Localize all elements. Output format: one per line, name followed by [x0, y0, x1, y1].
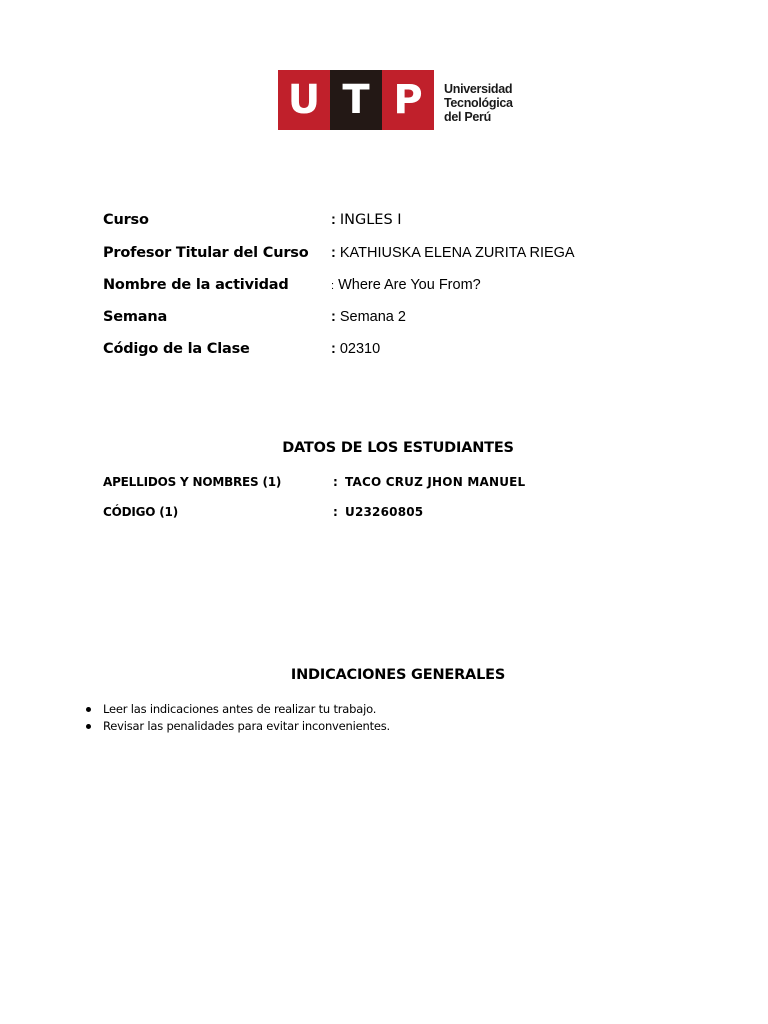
semana-value-wrap: [331, 309, 406, 325]
actividad-value-wrap: [331, 277, 481, 293]
semana-colon: :: [331, 309, 336, 325]
student-codigo-value: U23260805: [345, 505, 424, 519]
indicacion-text-1: Leer las indicaciones antes de realizar tu trabajo.: [103, 702, 377, 716]
codigo-clase-value-wrap: [331, 341, 380, 357]
semana-value: Semana 2: [339, 309, 406, 325]
info-row-codigo-clase: [103, 341, 663, 363]
profesor-label: Profesor Titular del Curso: [103, 245, 309, 261]
semana-label: Semana: [103, 309, 168, 325]
student-codigo-label: CÓDIGO (1): [103, 505, 178, 519]
codigo-clase-label: Código de la Clase: [103, 341, 250, 357]
logo-letter-u: U: [278, 70, 330, 130]
student-row-nombres: [103, 475, 663, 493]
info-row-semana: [103, 309, 663, 331]
info-row-actividad: [103, 277, 663, 299]
codigo-clase-colon: :: [331, 341, 336, 357]
curso-value: INGLES I: [339, 212, 402, 228]
profesor-value: KATHIUSKA ELENA ZURITA RIEGA: [339, 245, 575, 261]
profesor-colon: :: [331, 245, 336, 261]
curso-label: Curso: [103, 212, 149, 228]
curso-value-wrap: [331, 212, 402, 228]
codigo-clase-value: 02310: [339, 341, 381, 357]
students-section-title: DATOS DE LOS ESTUDIANTES: [282, 440, 514, 456]
student-codigo-colon: :: [333, 505, 338, 519]
student-nombres-label: APELLIDOS Y NOMBRES (1): [103, 475, 282, 489]
actividad-colon: :: [331, 280, 335, 292]
logo-name-line-2: Tecnológica: [444, 96, 513, 110]
actividad-value: Where Are You From?: [338, 277, 481, 293]
logo-name-line-3: del Perú: [444, 110, 491, 124]
actividad-label: Nombre de la actividad: [103, 277, 289, 293]
info-row-profesor: [103, 245, 663, 267]
student-nombres-value: TACO CRUZ JHON MANUEL: [345, 475, 526, 489]
profesor-value-wrap: [331, 245, 575, 261]
student-codigo-value-wrap: [333, 505, 423, 519]
list-item: [84, 701, 390, 718]
logo-university-name: [444, 82, 513, 124]
info-row-curso: [103, 212, 663, 234]
utp-logo: [278, 70, 518, 130]
student-row-codigo: [103, 505, 663, 523]
bullet-icon: [86, 724, 91, 729]
logo-letter-p: P: [382, 70, 434, 130]
bullet-icon: [86, 707, 91, 712]
curso-colon: :: [331, 212, 336, 228]
list-item: [84, 718, 390, 735]
logo-name-line-1: Universidad: [444, 82, 513, 96]
logo-letter-t: T: [330, 70, 382, 130]
student-nombres-colon: :: [333, 475, 338, 489]
student-nombres-value-wrap: [333, 475, 525, 489]
indicaciones-section-title: INDICACIONES GENERALES: [290, 667, 506, 683]
indicaciones-list: [84, 701, 390, 735]
indicacion-text-2: Revisar las penalidades para evitar inconvenientes.: [103, 719, 391, 733]
